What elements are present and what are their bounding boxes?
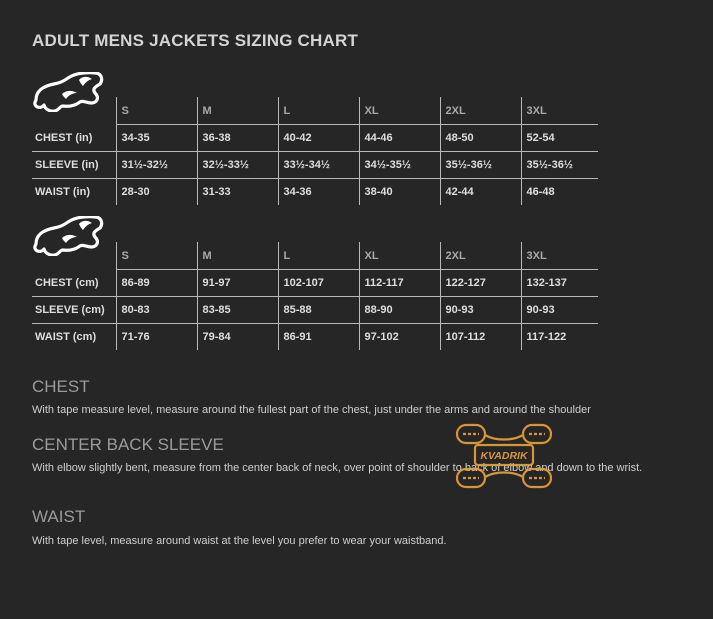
size-header: M xyxy=(197,97,278,125)
table-cell: 132-137 xyxy=(521,270,598,297)
table-cell: 71-76 xyxy=(116,324,197,351)
table-cell: 38-40 xyxy=(359,179,440,206)
size-header: XL xyxy=(359,97,440,125)
table-row xyxy=(32,297,598,324)
table-cell: 107-112 xyxy=(440,324,521,351)
table-cell: 117-122 xyxy=(521,324,598,351)
section-text-chest: With tape measure level, measure around the fullest part of the chest, just under the arms and around the shoulder xyxy=(32,404,591,416)
row-label: CHEST (cm) xyxy=(32,270,116,297)
row-label: CHEST (in) xyxy=(32,125,116,152)
table-cell: 91-97 xyxy=(197,270,278,297)
table-cell: 48-50 xyxy=(440,125,521,152)
size-header-row xyxy=(32,97,598,125)
size-header: 3XL xyxy=(521,97,598,125)
table-cell: 112-117 xyxy=(359,270,440,297)
table-cell: 28-30 xyxy=(116,179,197,206)
table-cell: 42-44 xyxy=(440,179,521,206)
table-cell: 97-102 xyxy=(359,324,440,351)
table-row xyxy=(32,179,598,206)
table-cell: 83-85 xyxy=(197,297,278,324)
watermark-logo xyxy=(455,421,555,493)
size-header: S xyxy=(116,97,197,125)
row-label: SLEEVE (in) xyxy=(32,152,116,179)
table-cell: 34½-35½ xyxy=(359,152,440,179)
size-header-row xyxy=(32,242,598,270)
table-cell: 35½-36½ xyxy=(521,152,598,179)
row-label: WAIST (in) xyxy=(35,186,90,198)
table-row xyxy=(32,270,598,297)
table-cell: 44-46 xyxy=(359,125,440,152)
table-cell: 31½-32½ xyxy=(116,152,197,179)
section-text-waist: With tape level, measure around waist at the level you prefer to wear your waistband. xyxy=(32,535,447,547)
size-header: L xyxy=(278,97,359,125)
table-cell: 33½-34½ xyxy=(278,152,359,179)
row-label: SLEEVE (cm) xyxy=(32,297,116,324)
header-blank-cell xyxy=(32,97,116,125)
table-cell: 85-88 xyxy=(278,297,359,324)
table-cell: 40-42 xyxy=(278,125,359,152)
table-cell: 90-93 xyxy=(521,297,598,324)
table-cell: 80-83 xyxy=(116,297,197,324)
section-text-sleeve: With elbow slightly bent, measure from the center back of neck, over point of shoulder to back of elbow and down to the wrist. xyxy=(32,462,643,474)
size-header: M xyxy=(197,242,278,270)
size-header: XL xyxy=(359,242,440,270)
table-row xyxy=(32,125,598,152)
size-header: 3XL xyxy=(521,242,598,270)
sizing-table-cm xyxy=(32,242,598,350)
section-title-chest: CHEST xyxy=(32,377,90,396)
table-cell: 102-107 xyxy=(278,270,359,297)
table-cell: 34-36 xyxy=(278,179,359,206)
row-label: WAIST (cm) xyxy=(35,331,97,343)
table-cell: 86-91 xyxy=(278,324,359,351)
watermark-text: KVADRIK xyxy=(480,450,528,462)
table-cell: 46-48 xyxy=(521,179,598,206)
size-header: 2XL xyxy=(440,97,521,125)
size-header: L xyxy=(278,242,359,270)
table-cell: 88-90 xyxy=(359,297,440,324)
size-header: 2XL xyxy=(440,242,521,270)
header-blank-cell xyxy=(32,242,116,270)
table-cell: 90-93 xyxy=(440,297,521,324)
section-title-waist: WAIST xyxy=(32,507,86,526)
table-cell: 31-33 xyxy=(197,179,278,206)
table-row xyxy=(32,152,598,179)
table-row xyxy=(32,324,598,351)
table-cell: 86-89 xyxy=(116,270,197,297)
table-cell: 35½-36½ xyxy=(440,152,521,179)
table-cell: 79-84 xyxy=(197,324,278,351)
table-cell: 52-54 xyxy=(521,125,598,152)
table-cell: 122-127 xyxy=(440,270,521,297)
page-title: ADULT MENS JACKETS SIZING CHART xyxy=(32,31,359,50)
table-cell: 36-38 xyxy=(197,125,278,152)
size-header: S xyxy=(116,242,197,270)
table-cell: 34-35 xyxy=(116,125,197,152)
table-cell: 32½-33½ xyxy=(197,152,278,179)
section-title-sleeve: CENTER BACK SLEEVE xyxy=(32,435,224,454)
sizing-table-inches xyxy=(32,97,598,205)
